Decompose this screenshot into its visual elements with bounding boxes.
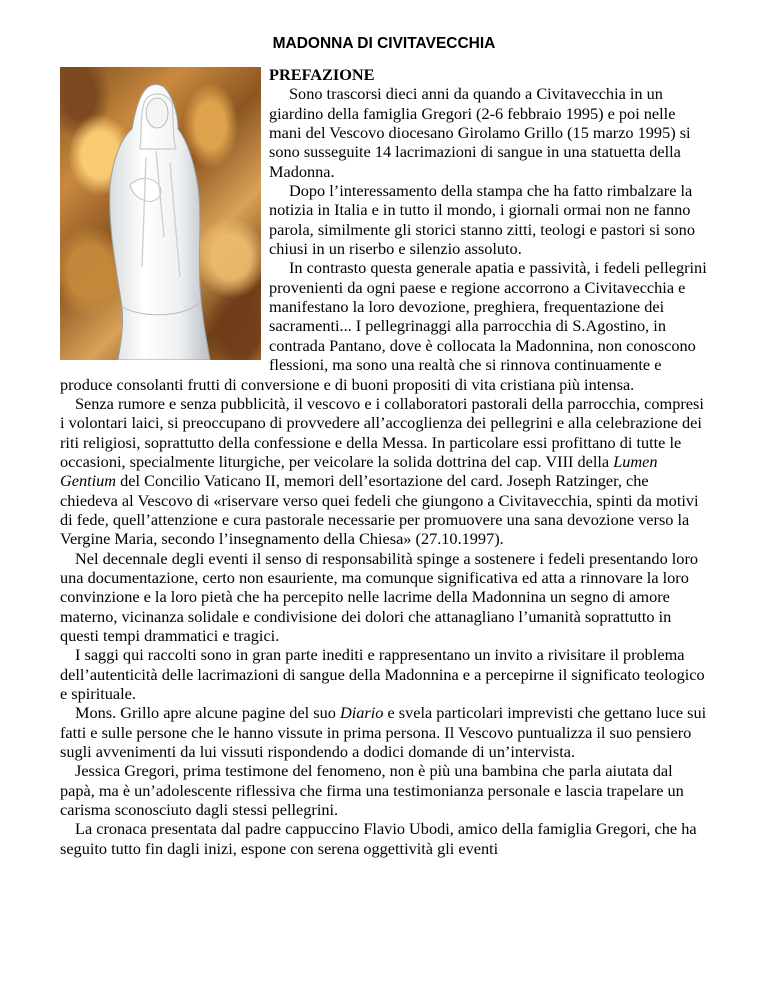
document-title: MADONNA DI CIVITAVECCHIA — [272, 35, 496, 52]
paragraph-9: La cronaca presentata dal padre cappuccino Flavio Ubodi, amico della famiglia Gregori, che ha seguito tutto fin dagli inizi, espone con serena oggettività gli eventi — [60, 819, 697, 858]
paragraph-1: Sono trascorsi dieci anni da quando a Civitavecchia in un giardino della famiglia Gregori (2-6 febbraio 1995) e poi nelle mani del Vescovo diocesano Girolamo Grillo (15 marzo 1995) si sono susseguite 14 lacrimazioni di sangue in una statuetta della Madonna. — [269, 84, 691, 181]
paragraph-4 — [60, 394, 710, 549]
paragraph-7-part-2: e svela particolari imprevisti che gettano luce sui fatti e sulle persone che le hanno vissute in prima persona. Il Vescovo puntualizza il suo pensiero sugli avvenimenti da lui vissuti rispondendo a dodici domande di un’intervista. — [60, 703, 707, 762]
paragraph-4-italic: Lumen Gentium — [60, 451, 658, 491]
paragraph-3: In contrasto questa generale apatia e passività, i fedeli pellegrini provenienti da ogni paese e regione accorrono a Civitavecchia e manifestano la loro devozione, preghiera, frequentazione dei sacramenti... I pellegrinaggi alla parrocchia di S.Agostino, in contrada Pantano, dove è collocata la Madonnina, non conoscono flessioni, ma sono una realtà che si rinnova continuamente e produce consolanti frutti di conversione e di buoni propositi di vita cristiana più intensa. — [60, 258, 707, 394]
paragraph-4-part-1: Senza rumore e senza pubblicità, il vescovo e i collaboratori pastorali della parrocchia, compresi i volontari laici, si preoccupano di provvedere all’accoglienza dei pellegrini e alla celebrazione dei riti religiosi, soprattutto della confessione e della Messa. In particolare essi profittano di tutte le occasioni, specialmente liturgiche, per veicolare la solida dottrina del cap. VIII della — [60, 393, 704, 471]
section-heading: PREFAZIONE — [269, 65, 375, 84]
paragraph-2: Dopo l’interessamento della stampa che ha fatto rimbalzare la notizia in Italia e in tutto il mondo, i giornali ormai non ne fanno parola, similmente gli storici stanno zitti, teologi e pastori si sono chiusi in un riserbo e silenzio assoluto. — [269, 181, 695, 259]
paragraph-7 — [60, 703, 710, 761]
madonna-statue-icon — [60, 67, 261, 360]
madonna-statue-photo — [60, 67, 261, 360]
paragraph-7-part-1: Mons. Grillo apre alcune pagine del suo — [75, 703, 340, 723]
paragraph-5: Nel decennale degli eventi il senso di responsabilità spinge a sostenere i fedeli presentando loro una documentazione, certo non esauriente, ma comunque significativa ed atta a rinnovare la loro convinzione e la loro pietà che ha percepito nelle lacrime della Madonnina un segno di amore materno, vicinanza solidale e condivisione dei dolori che attanagliano l’umanità soprattutto in questi tempi drammatici e tragici. — [60, 548, 699, 645]
paragraph-8: Jessica Gregori, prima testimone del fenomeno, non è più una bambina che parla aiutata dal papà, ma è un’adolescente riflessiva che firma una testimonianza personale e lascia trapelare un carisma sconosciuto dagli stessi pellegrini. — [60, 761, 684, 820]
paragraph-4-part-2: del Concilio Vaticano II, memori dell’esortazione del card. Joseph Ratzinger, che chiedeva al Vescovo di «riservare verso quei fedeli che giungono a Civitavecchia, spinti da motivi di fede, quell’attenzione e cura pastorale necessarie per promuovere una sana devozione verso la Vergine Maria, secondo l’insegnamento della Chiesa» (27.10.1997). — [60, 471, 699, 549]
document-body — [60, 65, 710, 858]
paragraph-7-italic: Diario — [339, 703, 384, 723]
paragraph-6: I saggi qui raccolti sono in gran parte inediti e rappresentano un invito a rivisitare il problema dell’autenticità delle lacrimazioni di sangue della Madonnina e a percepirne il significato teologico e spirituale. — [60, 645, 705, 703]
